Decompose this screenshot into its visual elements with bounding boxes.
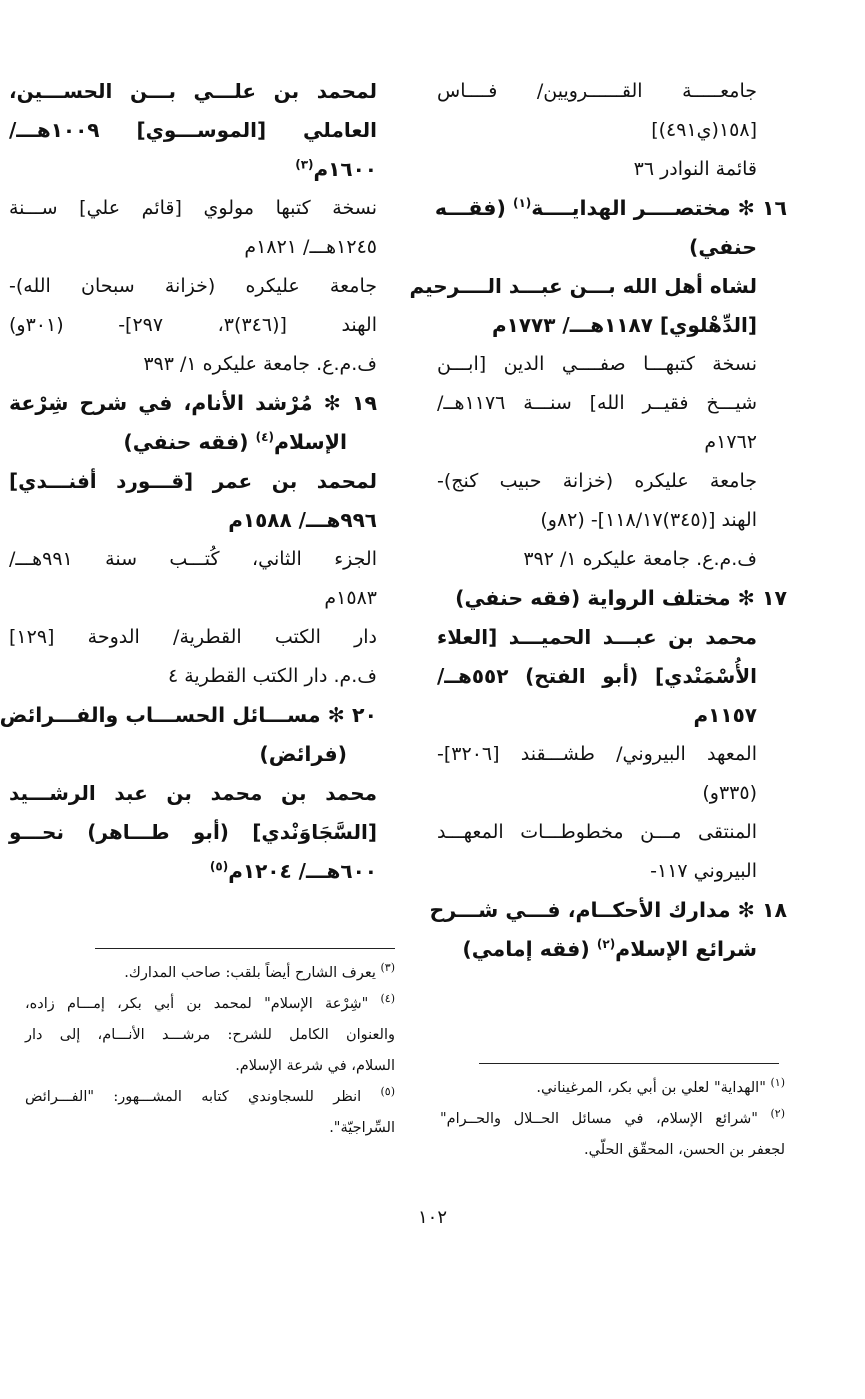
footnotes-right: [440, 1073, 785, 1166]
footnote: $^{(١)}$ "الهداية" لعلي بن أبي بكر، المرغيناني.: [536, 1076, 785, 1096]
text-line: البيروني ١١٧-: [650, 860, 757, 882]
footnote-marker: (٣): [295, 157, 314, 172]
text-line: الهند [(٣٤٦)٣، ٢٩٧]- (٣٠١و): [9, 314, 377, 336]
text-line: ف.م. دار الكتب القطرية ٤: [167, 665, 377, 687]
footnote-marker: (٢): [596, 937, 616, 952]
text-line: ٩٩٦هـــ/ ١٥٨٨م: [228, 508, 377, 532]
text-line: شيـــخ فقيــر الله] سنـــة ١١٧٦هــ/: [437, 392, 757, 414]
text-line: نسخة كتبهـــا صفــــي الدين [ابـــن: [437, 353, 757, 375]
text-line: [الدِّهْلوي] ١١٨٧هـــ/ ١٧٧٣م: [491, 313, 757, 337]
footnote: $^{(٣)}$ يعرف الشارح أيضاً بلقب: صاحب المدارك.: [124, 961, 395, 981]
text-line: نسخة كتبها مولوي [قائم علي] ســـنة: [9, 197, 377, 219]
text-line: المنتقى مـــن مخطوطـــات المعهـــد: [437, 821, 757, 843]
text-line: الهند [(٣٤٥)١١٨/١٧]- (٨٢و): [540, 509, 757, 531]
text-line: شرائع الإسلام$^{(٢)}$ (فقه إمامي): [462, 937, 757, 961]
footnote: $^{(٤)}$ "شِرْعة الإسلام" لمحمد بن أبي بكر، إمـــام زاده،: [25, 992, 396, 1012]
text-line: ١٢٤٥هـــ/ ١٨٢١م: [244, 236, 377, 258]
text-line: ف.م.ع. جامعة عليكره ١/ ٣٩٢: [523, 548, 757, 570]
footnote-continuation: والعنوان الكامل للشرح: مرشـــد الأنـــام، إلى دار: [25, 1027, 395, 1043]
text-line: ١١٥٧م: [693, 703, 757, 727]
text-line: ف.م.ع. جامعة عليكره ١/ ٣٩٣: [143, 353, 377, 375]
text-line: ١٦ ✻ مختصــــر الهدايــــة$^{(١)}$ (فقـــه: [434, 196, 787, 220]
footnote: $^{(٢)}$ "شرائع الإسلام، في مسائل الحــلال والحــرام": [440, 1107, 786, 1127]
footnote: $^{(٥)}$ انظر للسجاوندي كتابه المشـــهور: "الفـــرائض: [25, 1085, 395, 1105]
text-line: جامعة عليكره (خزانة حبيب كنج)-: [437, 470, 757, 492]
text-line: المعهد البيروني/ طشـــقند [٣٢٠٦]-: [437, 743, 757, 765]
footnote-continuation: السلام، في شرعة الإسلام.: [235, 1058, 395, 1074]
text-line: ١٩ ✻ مُرْشد الأنام، في شرح شِرْعة: [9, 391, 377, 415]
text-line: لشاه أهل الله بـــن عبـــد الــــرحيم: [409, 274, 757, 298]
text-line: ٦٠٠هـــ/ ١٢٠٤م$^{(٥)}$: [209, 859, 377, 883]
footnote-separator-right: [479, 1063, 779, 1064]
footnotes-left: [25, 958, 395, 1144]
text-line: ١٨ ✻ مدارك الأحكــام، فـــي شـــرح: [429, 898, 787, 922]
text-line: ١٥٨٣م: [324, 587, 377, 609]
text-line: لمحمد بن علـــي بـــن الحســـين،: [9, 79, 377, 103]
text-line: [السَّجَاوَنْدي] (أبو طـــاهر) نحـــو: [9, 820, 377, 844]
page-number: ١٠٢: [417, 1207, 447, 1228]
text-line: ٢٠ ✻ مســـائل الحســـاب والفـــرائض: [0, 703, 377, 727]
text-line: دار الكتب القطرية/ الدوحة [١٢٩]: [9, 626, 377, 648]
text-line: ١٧ ✻ مختلف الرواية (فقه حنفي): [455, 586, 787, 610]
text-line: (٣٣٥و): [702, 782, 757, 804]
text-line: [١٥٨(ي٤٩١)]: [651, 119, 757, 141]
footnote-marker: (٥): [209, 859, 229, 874]
footnote-marker: (٤): [255, 430, 274, 445]
text-line: الجزء الثاني، كُتـــب سنة ٩٩١هـــ/: [9, 548, 377, 570]
footnote-continuation: السِّراجيّة".: [329, 1120, 395, 1136]
left-column: [0, 72, 377, 891]
text-line: لمحمد بن عمر [قـــورد أفنـــدي]: [9, 469, 377, 493]
text-line: ١٦٠٠م$^{(٣)}$: [295, 157, 377, 181]
text-line: حنفي): [688, 235, 757, 259]
text-line: محمد بن محمد بن عبد الرشـــيد: [9, 781, 377, 805]
text-line: الأُسْمَنْدي] (أبو الفتح) ٥٥٢هــ/: [437, 664, 757, 688]
footnote-separator-left: [95, 948, 395, 949]
text-line: ١٧٦٢م: [704, 431, 757, 453]
right-column: [409, 72, 787, 969]
footnote-continuation: لجعفر بن الحسن، المحقّق الحلّي.: [584, 1142, 785, 1158]
text-line: (فرائض): [259, 742, 347, 766]
footnote-marker: (١): [512, 196, 532, 211]
text-line: الإسلام$^{(٤)}$ (فقه حنفي): [123, 430, 347, 454]
text-line: جامعـــــة القــــــرويين/ فــــاس: [437, 80, 757, 102]
text-line: العاملي [الموســـوي] ١٠٠٩هـــ/: [9, 118, 377, 142]
text-line: جامعة عليكره (خزانة سبحان الله)-: [9, 275, 377, 297]
text-line: محمد بن عبـــد الحميـــد [العلاء: [437, 625, 757, 649]
text-line: قائمة النوادر ٣٦: [633, 158, 757, 180]
